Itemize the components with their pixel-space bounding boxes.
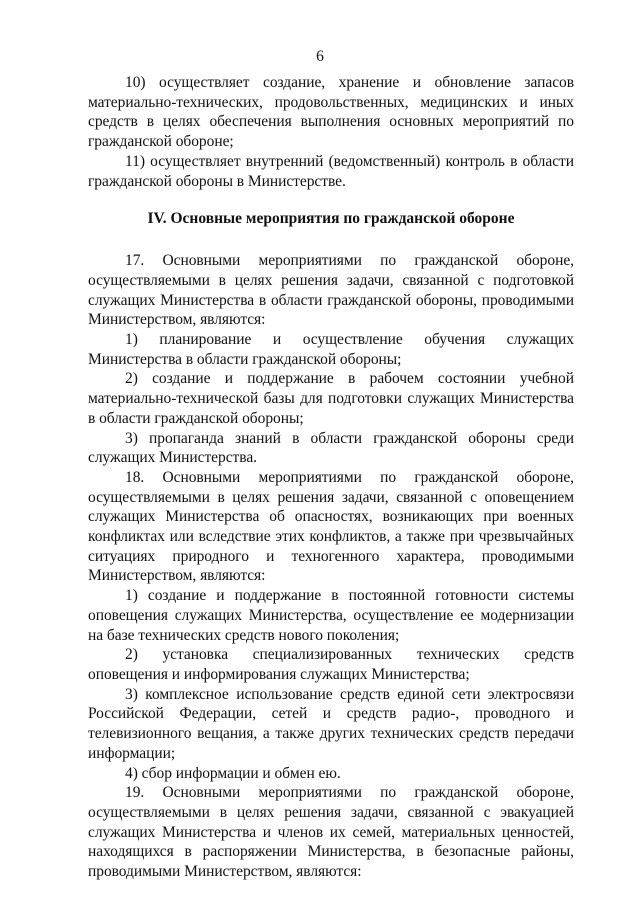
paragraph-17-item-2: 2) создание и поддержание в рабочем состоянии учебной материально-технической базы для подготовки служащих Министерства в области гражданской обороны;: [88, 370, 574, 427]
document-body: [88, 73, 574, 882]
paragraph-item-10: 10) осуществляет создание, хранение и обновление запасов материально-технических, продовольственных, медицинских и иных средств в целях обеспечения выполнения основных мероприятий по гражданской обороне;: [88, 74, 574, 151]
page-number: 6: [316, 48, 324, 65]
paragraph-18-item-1: 1) создание и поддержание в постоянной готовности системы оповещения служащих Министерства, осуществление ее модернизации на базе технических средств нового поколения;: [88, 587, 574, 644]
section-heading: IV. Основные мероприятия по гражданской обороне: [147, 210, 515, 228]
paragraph-18-item-4: 4) сбор информации и обмен ею.: [125, 764, 341, 782]
paragraph-17: 17. Основными мероприятиями по гражданской обороне, осуществляемыми в целях решения задачи, связанной с подготовкой служащих Министерства в области гражданской обороны, проводимыми Министерством, являются:: [88, 252, 574, 329]
paragraph-17-item-1: 1) планирование и осуществление обучения служащих Министерства в области гражданской обороны;: [88, 331, 574, 368]
paragraph-19: 19. Основными мероприятиями по гражданской обороне, осуществляемыми в целях решения задачи, связанной с эвакуацией служащих Министерства и членов их семей, материальных ценностей, находящихся в распоряжении Министерства, в безопасные районы, проводимыми Министерством, являются:: [88, 784, 574, 881]
paragraph-18-item-2: 2) установка специализированных технических средств оповещения и информирования служащих Министерства;: [88, 646, 574, 683]
paragraph-18-item-3: 3) комплексное использование средств единой сети электросвязи Российской Федерации, сетей и средств радио-, проводного и телевизионного вещания, а также других технических средств передачи информации;: [88, 685, 574, 762]
paragraph-17-item-3: 3) пропаганда знаний в области гражданской обороны среди служащих Министерства.: [88, 429, 574, 467]
paragraph-18: 18. Основными мероприятиями по гражданской обороне, осуществляемыми в целях решения задачи, связанной с оповещением служащих Министерства об опасностях, возникающих при военных конфликтах или вследствие этих конфликтов, а также при чрезвычайных ситуациях природного и техногенного характера, проводимыми Министерством, являются:: [88, 468, 574, 585]
paragraph-item-11: 11) осуществляет внутренний (ведомственный) контроль в области гражданской обороны в Министерстве.: [88, 152, 574, 190]
